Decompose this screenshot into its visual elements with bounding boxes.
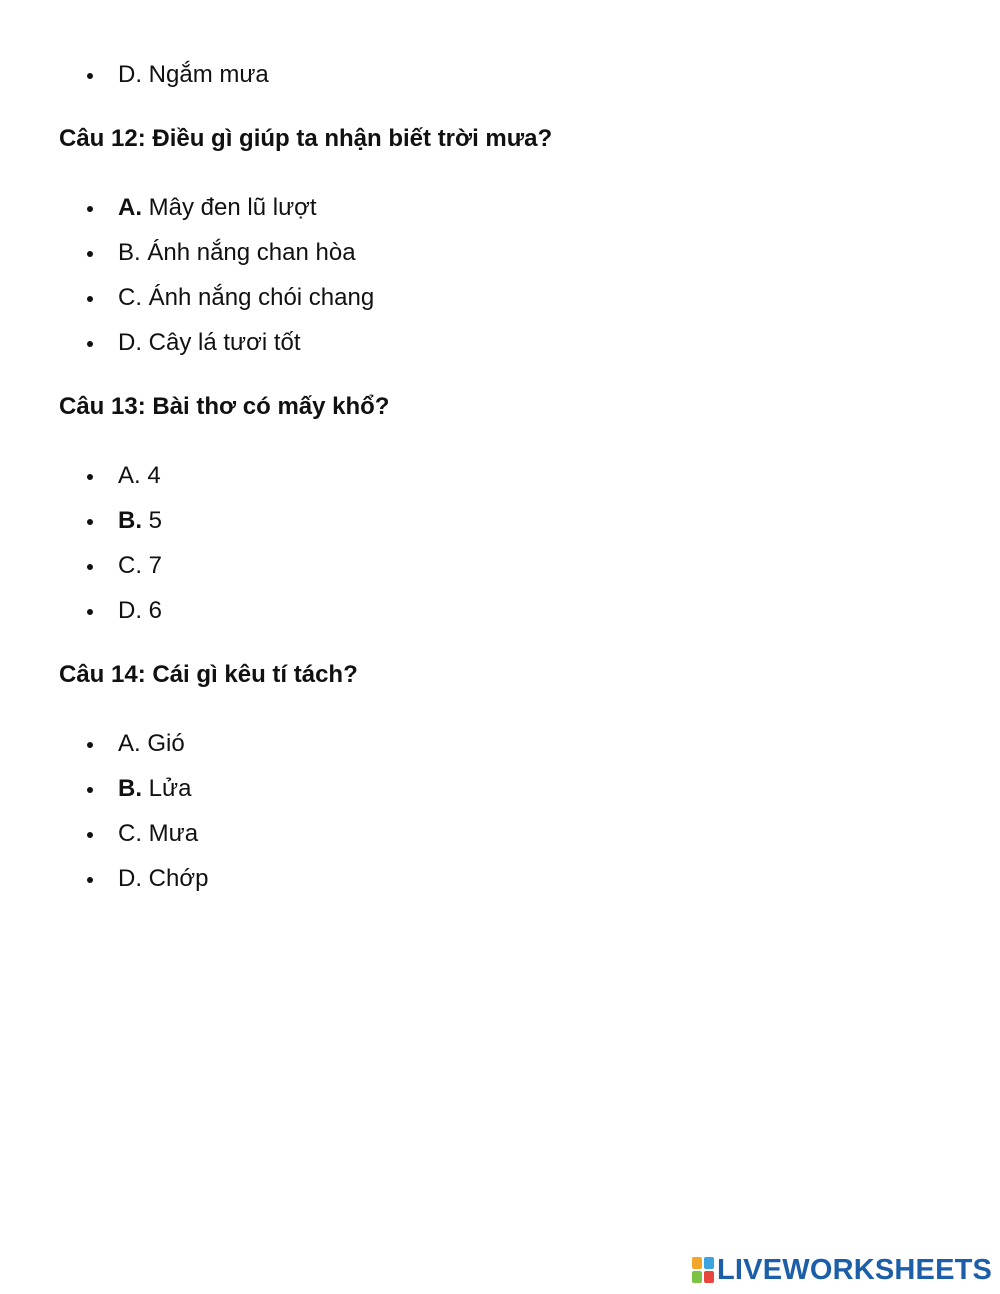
- option-letter: B.: [118, 775, 142, 802]
- option-text: Mây đen lũ lượt: [142, 194, 317, 221]
- bullet-icon: [87, 474, 93, 480]
- question-14-title: Câu 14: Cái gì kêu tí tách?: [59, 661, 358, 688]
- logo-text: LIVEWORKSHEETS: [717, 1254, 993, 1286]
- bullet-icon: [87, 742, 93, 748]
- option-letter: C.: [118, 820, 142, 847]
- bullet-icon: [87, 73, 93, 79]
- option-c[interactable]: [0, 543, 1000, 588]
- option-text: 5: [142, 507, 163, 534]
- option-letter: D.: [118, 61, 142, 88]
- option-letter: A.: [118, 462, 141, 489]
- option-b[interactable]: [0, 498, 1000, 543]
- logo-mark-tile: [692, 1271, 702, 1283]
- option-letter: C.: [118, 552, 142, 579]
- logo-mark-tile: [692, 1257, 702, 1269]
- option-text: Cây lá tươi tốt: [142, 329, 301, 356]
- liveworksheets-logo: [692, 1252, 992, 1288]
- option-text: 7: [142, 552, 163, 579]
- option-letter: A.: [118, 194, 142, 221]
- option-a[interactable]: [0, 721, 1000, 766]
- option-text: 6: [142, 597, 163, 624]
- bullet-icon: [87, 251, 93, 257]
- option-a[interactable]: [0, 185, 1000, 230]
- option-letter: D.: [118, 865, 142, 892]
- bullet-icon: [87, 877, 93, 883]
- option-text: Lửa: [142, 775, 192, 802]
- bullet-icon: [87, 564, 93, 570]
- option-c[interactable]: [0, 275, 1000, 320]
- option-letter: D.: [118, 329, 142, 356]
- option-letter: B.: [118, 507, 142, 534]
- question-12-title: Câu 12: Điều gì giúp ta nhận biết trời mưa?: [59, 125, 553, 152]
- bullet-icon: [87, 206, 93, 212]
- prev-question-options: [0, 52, 1000, 97]
- bullet-icon: [87, 787, 93, 793]
- option-d[interactable]: [0, 320, 1000, 365]
- bullet-icon: [87, 341, 93, 347]
- bullet-icon: [87, 609, 93, 615]
- option-letter: B.: [118, 239, 141, 266]
- option-text: 4: [140, 462, 161, 489]
- logo-mark-tile: [704, 1257, 714, 1269]
- option-b[interactable]: [0, 766, 1000, 811]
- bullet-icon: [87, 832, 93, 838]
- bullet-icon: [87, 519, 93, 525]
- option-text: Ngắm mưa: [142, 61, 269, 88]
- option-d[interactable]: [0, 588, 1000, 633]
- liveworksheets-logo-icon: [692, 1257, 714, 1283]
- option-text: Ánh nắng chói chang: [142, 284, 375, 311]
- option-text: Mưa: [142, 820, 199, 847]
- option-text: Chớp: [142, 865, 209, 892]
- bullet-icon: [87, 296, 93, 302]
- question-13-title: Câu 13: Bài thơ có mấy khổ?: [59, 393, 390, 420]
- logo-mark-tile: [704, 1271, 714, 1283]
- option-d[interactable]: [0, 856, 1000, 901]
- question-12-options: [0, 185, 1000, 365]
- option-c[interactable]: [0, 811, 1000, 856]
- question-13-options: [0, 453, 1000, 633]
- option-d[interactable]: [0, 52, 1000, 97]
- option-letter: A.: [118, 730, 141, 757]
- option-letter: C.: [118, 284, 142, 311]
- question-14-options: [0, 721, 1000, 901]
- option-text: Gió: [140, 730, 185, 757]
- option-text: Ánh nắng chan hòa: [140, 239, 356, 266]
- option-a[interactable]: [0, 453, 1000, 498]
- option-letter: D.: [118, 597, 142, 624]
- option-b[interactable]: [0, 230, 1000, 275]
